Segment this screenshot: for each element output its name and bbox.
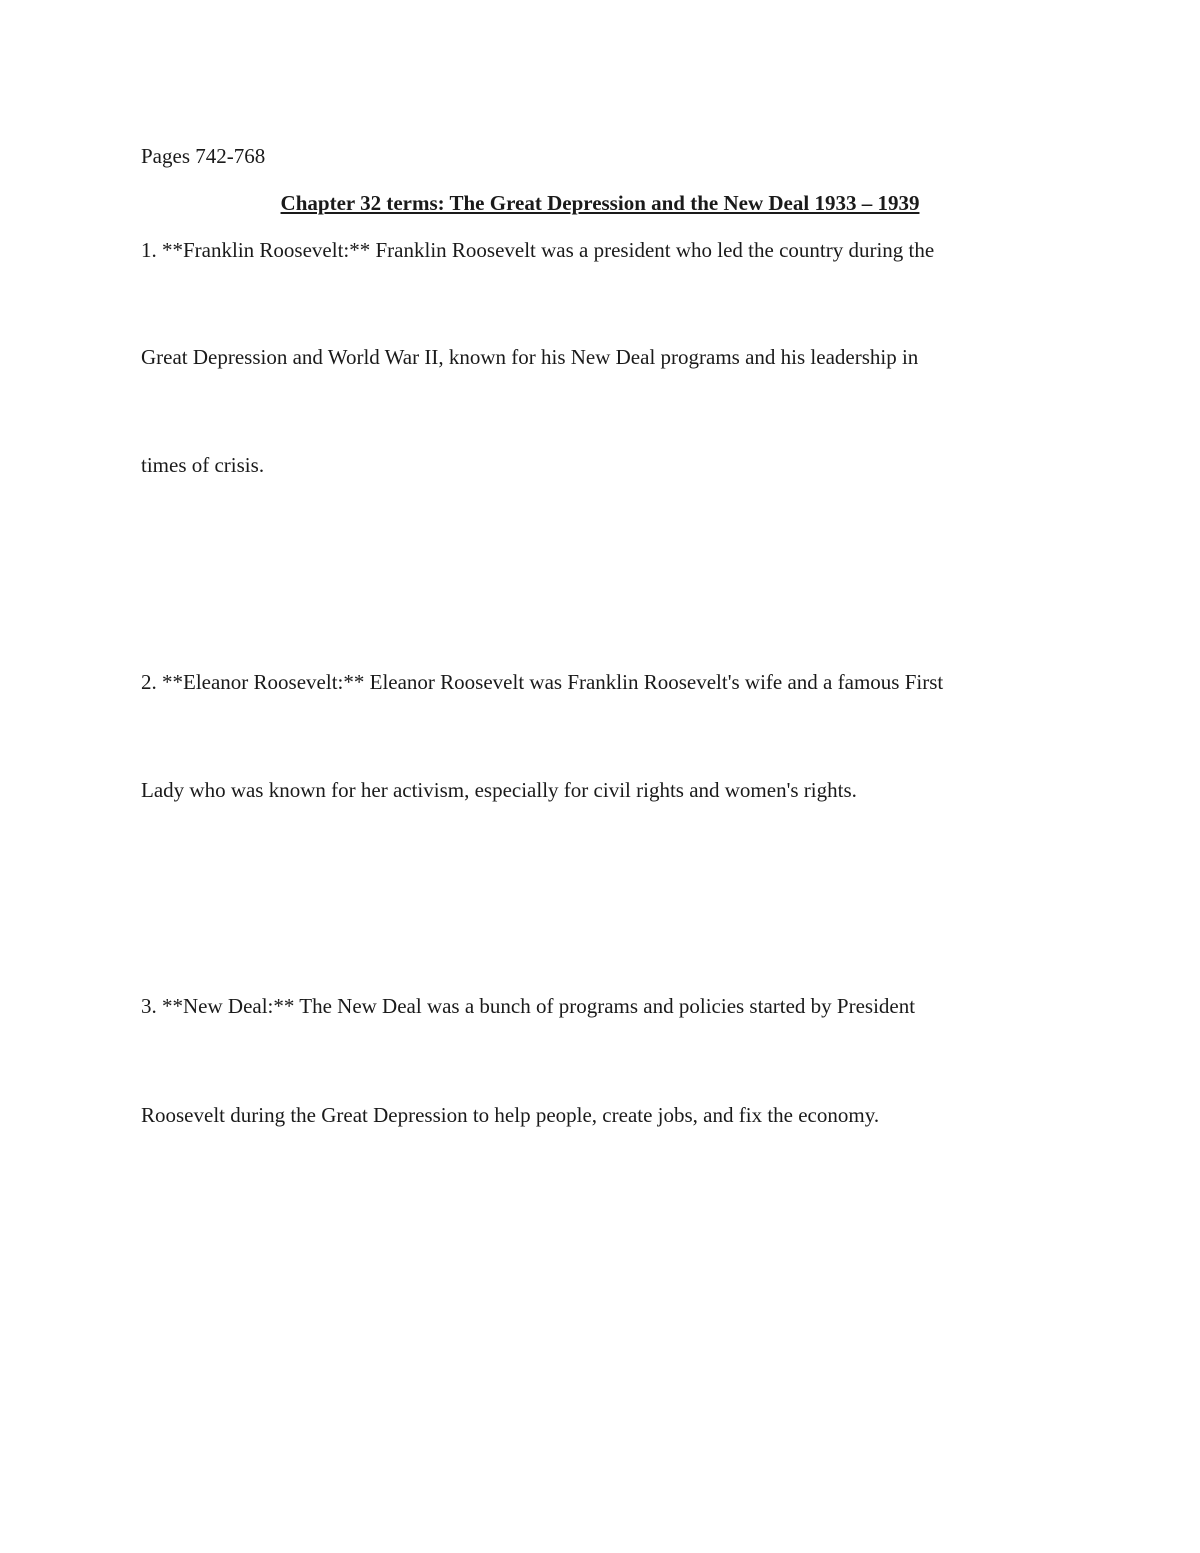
term-line: 1. **Franklin Roosevelt:** Franklin Roosevelt was a president who led the country during the bbox=[141, 238, 935, 262]
term-line: times of crisis. bbox=[141, 453, 265, 477]
term-line: 3. **New Deal:** The New Deal was a bunch of programs and policies started by President bbox=[141, 994, 916, 1018]
term-line: Lady who was known for her activism, especially for civil rights and women's rights. bbox=[141, 778, 857, 802]
chapter-heading: Chapter 32 terms: The Great Depression and the New Deal 1933 – 1939 bbox=[280, 191, 920, 215]
term-line: Roosevelt during the Great Depression to help people, create jobs, and fix the economy. bbox=[141, 1103, 880, 1127]
term-line: 2. **Eleanor Roosevelt:** Eleanor Roosevelt was Franklin Roosevelt's wife and a famous First bbox=[141, 670, 944, 694]
pages-reference: Pages 742-768 bbox=[141, 144, 266, 168]
term-line: Great Depression and World War II, known for his New Deal programs and his leadership in bbox=[141, 345, 919, 369]
